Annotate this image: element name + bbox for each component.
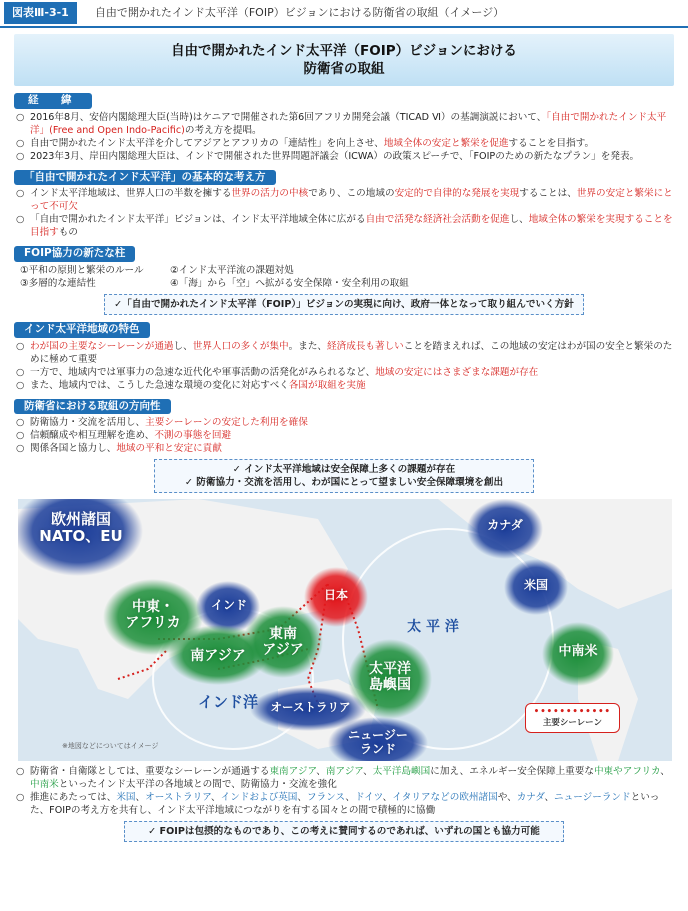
legend-label: 主要シーレーン bbox=[542, 718, 602, 729]
label-latam: 中南米 bbox=[558, 644, 598, 660]
section-basic-concept bbox=[14, 170, 674, 240]
list-item: ○ 信頼醸成や相互理解を進め、不測の事態を回避 bbox=[16, 430, 232, 442]
label-us: 米国 bbox=[523, 578, 548, 593]
list-item: ○ 2023年3月、岸田内閣総理大臣は、インドで開催された世界問題評議会（ICWA）の政策スピーチで、「FOIPのための新たなプラン」を発表。 bbox=[16, 150, 640, 162]
section-heading: インド太平洋地域の特色 bbox=[14, 322, 150, 338]
banner-line2: 防衛省の取組 bbox=[303, 61, 385, 77]
list-item: ○ 防衛協力・交流を活用し、主要シーレーンの安定した利用を確保 bbox=[16, 417, 308, 429]
inclusive-callout: ✓ FOIPは包摂的なものであり、この考えに賛同するのであれば、いずれの国とも協力可能 bbox=[124, 821, 564, 842]
section-history bbox=[14, 93, 674, 163]
pillar-3: ③多層的な連結性 bbox=[20, 277, 96, 289]
label-indian-ocean: インド洋 bbox=[197, 693, 258, 712]
list-item: ○ 防衛省・自衛隊としては、重要なシーレーンが通過する東南アジア、南アジア、太平洋島嶼国に加え、エネルギー安全保障上重要な中東やアフリカ、中南米といったインド太平洋の各地域との間で、防衛協力・交流を強化 bbox=[16, 766, 670, 791]
callout-line1: ✓ インド太平洋地域は安全保障上多くの課題が存在 bbox=[232, 464, 456, 476]
indo-pacific-map bbox=[18, 499, 672, 761]
list-item: ○ 自由で開かれたインド太平洋を介してアジアとアフリカの「連結性」を向上させ、地域全体の安定と繁栄を促進することを目指す。 bbox=[16, 137, 595, 149]
figure-title: 自由で開かれたインド太平洋（FOIP）ビジョンにおける防衛省の取組（イメージ） bbox=[94, 5, 505, 19]
policy-callout: ✓「自由で開かれたインド太平洋（FOIP）」ビジョンの実現に向け、政府一体となって取り組んでいく方針 bbox=[104, 294, 584, 315]
list-item: ○ インド太平洋地域は、世界人口の半数を擁する世界の活力の中核であり、この地域の安定的で自律的な発展を実現することは、世界の安定と繁栄にとって不可欠 bbox=[16, 188, 673, 213]
label-nz: ニュージー ランド bbox=[348, 728, 408, 756]
pillar-grid bbox=[20, 264, 674, 290]
list-item: ○ 推進にあたっては、米国、オーストラリア、インドおよび英国、フランス、ドイツ、イタリアなどの欧州諸国や、カナダ、ニュージーランドといった、FOIPの考え方を共有し、インド太平洋地域につながりを有する国々との間で積極的に協働 bbox=[16, 792, 660, 817]
section-heading: FOIP協力の新たな柱 bbox=[14, 246, 135, 262]
label-india: インド bbox=[210, 598, 247, 613]
section-heading: 防衛省における取組の方向性 bbox=[14, 399, 171, 415]
list-item: ○ わが国の主要なシーレーンが通過し、世界人口の多くが集中。また、経済成長も著しいことを踏まえれば、この地域の安定はわが国の安全と繁栄のために極めて重要 bbox=[16, 340, 673, 365]
section-heading: 「自由で開かれたインド太平洋」の基本的な考え方 bbox=[14, 170, 276, 186]
label-canada: カナダ bbox=[487, 518, 523, 533]
pillar-2: ②インド太平洋流の課題対処 bbox=[170, 264, 294, 276]
banner-line1: 自由で開かれたインド太平洋（FOIP）ビジョンにおける bbox=[171, 43, 517, 59]
section-heading: 経 緯 bbox=[14, 93, 92, 109]
figure-number: 図表Ⅲ-3-1 bbox=[4, 2, 77, 24]
header-bar bbox=[0, 0, 688, 28]
label-japan: 日本 bbox=[323, 588, 348, 603]
list-item: ○ 「自由で開かれたインド太平洋」ビジョンは、インド太平洋地域全体に広がる自由で活発な経済社会活動を促進し、地域全体の繁栄を実現することを目指すもの bbox=[16, 214, 673, 239]
callout-line2: ✓ 防衛協力・交流を活用し、わが国にとって望ましい安全保障環境を創出 bbox=[184, 477, 504, 489]
map-note: ※地図などについてはイメージ bbox=[62, 742, 159, 751]
pillar-4: ④「海」から「空」へ拡がる安全保障・安全利用の取組 bbox=[170, 277, 409, 289]
label-south-asia: 南アジア bbox=[190, 648, 246, 665]
label-middle-east: 中東・ アフリカ bbox=[125, 599, 181, 632]
pillar-1: ①平和の原則と繁栄のルール bbox=[20, 264, 144, 276]
list-item: ○ 関係各国と協力し、地域の平和と安定に貢献 bbox=[16, 443, 222, 455]
label-se-asia: 東南 アジア bbox=[262, 626, 304, 659]
list-item: ○ 2016年8月、安倍内閣総理大臣(当時)はケニアで開催された第6回アフリカ開発会議（TICAD Ⅵ）の基調演説において、「自由で開かれたインド太平洋」(Free and Open Indo-Pacific)の考え方を提唱。 bbox=[16, 111, 667, 136]
direction-callout bbox=[154, 459, 534, 493]
main-banner bbox=[14, 34, 674, 86]
section-new-pillars bbox=[14, 246, 674, 315]
list-item: ○ 一方で、地域内では軍事力の急速な近代化や軍事活動の活発化がみられるなど、地域の安定にはさまざまな課題が存在 bbox=[16, 366, 539, 378]
label-pacific: 太 平 洋 bbox=[407, 619, 459, 636]
section-bottom bbox=[14, 765, 674, 842]
list-item: ○ また、地域内では、こうした急速な環境の変化に対応すべく各国が取組を実施 bbox=[16, 379, 366, 391]
section-region-features bbox=[14, 322, 674, 392]
map-legend: •••••••••••• 主要シーレーン bbox=[525, 703, 620, 733]
section-mod-direction bbox=[14, 399, 674, 494]
label-europe: 欧州諸国 NATO、EU bbox=[39, 510, 123, 546]
label-australia: オーストラリア bbox=[270, 700, 351, 715]
label-pacific-islands: 太平洋 島嶼国 bbox=[369, 661, 411, 694]
